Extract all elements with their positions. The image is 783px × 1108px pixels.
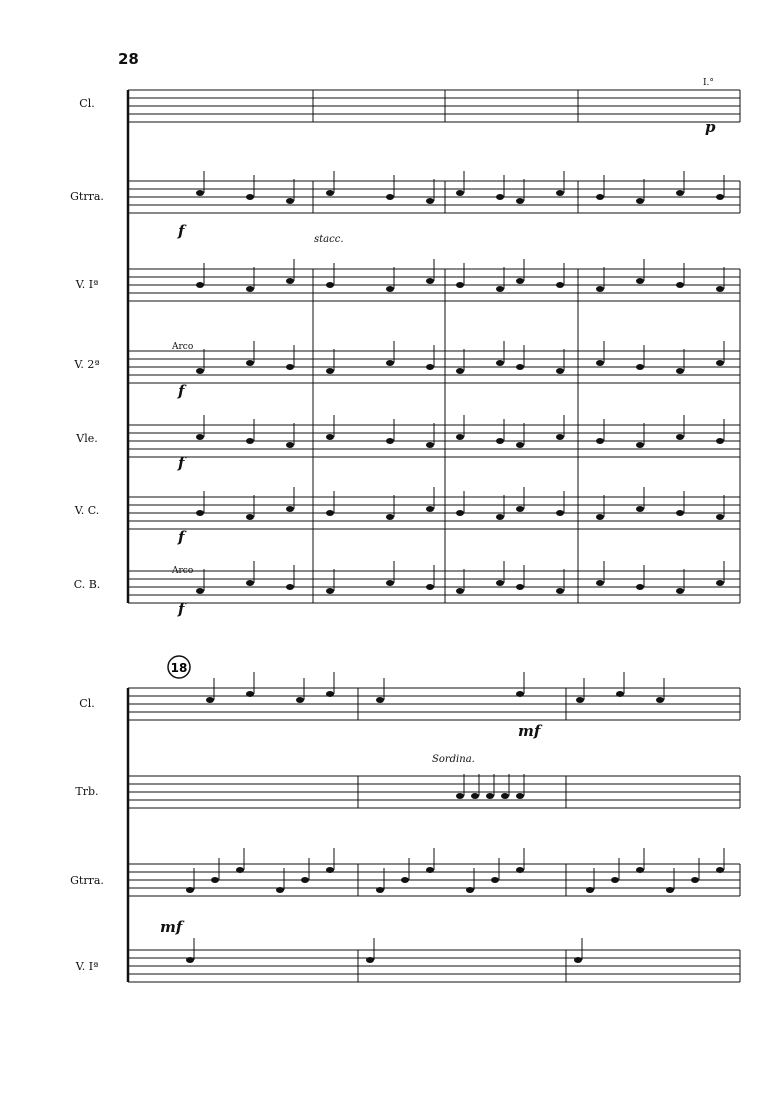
note [491, 877, 499, 883]
note [666, 887, 674, 893]
note [576, 697, 584, 703]
note [516, 364, 524, 370]
note [186, 887, 194, 893]
note [636, 198, 644, 204]
note [326, 510, 334, 516]
note [516, 793, 524, 799]
note [636, 867, 644, 873]
note [286, 278, 294, 284]
label-viola: Vle. [76, 432, 98, 445]
note [556, 434, 564, 440]
note [636, 364, 644, 370]
note [426, 442, 434, 448]
note [716, 360, 724, 366]
note [211, 877, 219, 883]
note [456, 588, 464, 594]
note [386, 580, 394, 586]
note [496, 286, 504, 292]
notes [186, 171, 724, 963]
note [516, 506, 524, 512]
note [366, 957, 374, 963]
note [286, 442, 294, 448]
vle-dynamic-f: f [178, 454, 185, 472]
note [376, 887, 384, 893]
note [196, 434, 204, 440]
note [596, 360, 604, 366]
note [326, 190, 334, 196]
note [716, 438, 724, 444]
note [456, 510, 464, 516]
note [676, 190, 684, 196]
note [276, 887, 284, 893]
vc-dynamic-f: f [178, 528, 185, 546]
note [716, 514, 724, 520]
label-violin-1: V. Iª [75, 278, 99, 291]
cl-marking: I.° [703, 78, 714, 88]
note [286, 364, 294, 370]
note [246, 580, 254, 586]
note [586, 887, 594, 893]
note [426, 867, 434, 873]
note [426, 278, 434, 284]
note [676, 368, 684, 374]
note [556, 368, 564, 374]
note [426, 364, 434, 370]
note [596, 194, 604, 200]
note [196, 282, 204, 288]
label-violin-1-2: V. Iª [75, 960, 99, 973]
note [556, 190, 564, 196]
note [501, 793, 509, 799]
note [486, 793, 494, 799]
note [246, 514, 254, 520]
note [286, 506, 294, 512]
note [246, 286, 254, 292]
note [466, 887, 474, 893]
gtrra2-dynamic-mf: mf [160, 918, 183, 936]
note [574, 957, 582, 963]
label-guitar: Gtrra. [70, 190, 104, 203]
cb-arco: Arco [172, 566, 194, 576]
note [386, 286, 394, 292]
note [676, 434, 684, 440]
note [196, 190, 204, 196]
note [496, 438, 504, 444]
note [596, 580, 604, 586]
note [326, 691, 334, 697]
note [246, 360, 254, 366]
note [636, 506, 644, 512]
note [596, 286, 604, 292]
note [611, 877, 619, 883]
note [386, 360, 394, 366]
v2-arco: Arco [172, 342, 194, 352]
note [716, 286, 724, 292]
note [516, 198, 524, 204]
label-guitar-2: Gtrra. [70, 874, 104, 887]
label-clarinet: Cl. [79, 97, 95, 110]
note [196, 368, 204, 374]
note [286, 584, 294, 590]
note [301, 877, 309, 883]
label-cello: V. C. [74, 504, 100, 517]
note [426, 198, 434, 204]
note [196, 588, 204, 594]
note [676, 510, 684, 516]
note [246, 438, 254, 444]
note [616, 691, 624, 697]
note [206, 697, 214, 703]
note [516, 584, 524, 590]
v2-dynamic-f: f [178, 382, 185, 400]
note [286, 198, 294, 204]
label-violin-2: V. 2ª [74, 358, 100, 371]
note [376, 697, 384, 703]
note [656, 697, 664, 703]
note [596, 438, 604, 444]
cl-dynamic-p: p [705, 118, 716, 136]
note [496, 580, 504, 586]
note [196, 510, 204, 516]
label-trombone: Trb. [75, 785, 99, 798]
note [386, 514, 394, 520]
note [516, 867, 524, 873]
note [716, 580, 724, 586]
note [246, 194, 254, 200]
page-number: 28 [118, 50, 139, 68]
note [236, 867, 244, 873]
note [556, 588, 564, 594]
note [326, 588, 334, 594]
note [326, 867, 334, 873]
note [556, 282, 564, 288]
note [246, 691, 254, 697]
note [636, 442, 644, 448]
note [456, 282, 464, 288]
note [716, 194, 724, 200]
note [516, 691, 524, 697]
trb-sordina: Sordina. [432, 754, 475, 765]
note [456, 434, 464, 440]
note [426, 506, 434, 512]
note [186, 957, 194, 963]
note [516, 278, 524, 284]
note [596, 514, 604, 520]
gtrra-dynamic-f: f [178, 222, 185, 240]
note [401, 877, 409, 883]
svg-text:18: 18 [170, 661, 188, 675]
note [326, 368, 334, 374]
label-clarinet-2: Cl. [79, 697, 95, 710]
note [456, 190, 464, 196]
note [691, 877, 699, 883]
gtrra-stacc: stacc. [314, 234, 344, 245]
note [676, 282, 684, 288]
note [716, 867, 724, 873]
note [676, 588, 684, 594]
note [386, 194, 394, 200]
note [496, 194, 504, 200]
label-bass: C. B. [73, 578, 101, 591]
note [326, 434, 334, 440]
note [471, 793, 479, 799]
note [496, 360, 504, 366]
note [386, 438, 394, 444]
note [636, 584, 644, 590]
note [636, 278, 644, 284]
cl2-dynamic-mf: mf [518, 722, 541, 740]
note [456, 793, 464, 799]
note [516, 442, 524, 448]
note [556, 510, 564, 516]
note [456, 368, 464, 374]
note [296, 697, 304, 703]
note [496, 514, 504, 520]
cb-dynamic-f: f [178, 600, 185, 618]
note [426, 584, 434, 590]
note [326, 282, 334, 288]
